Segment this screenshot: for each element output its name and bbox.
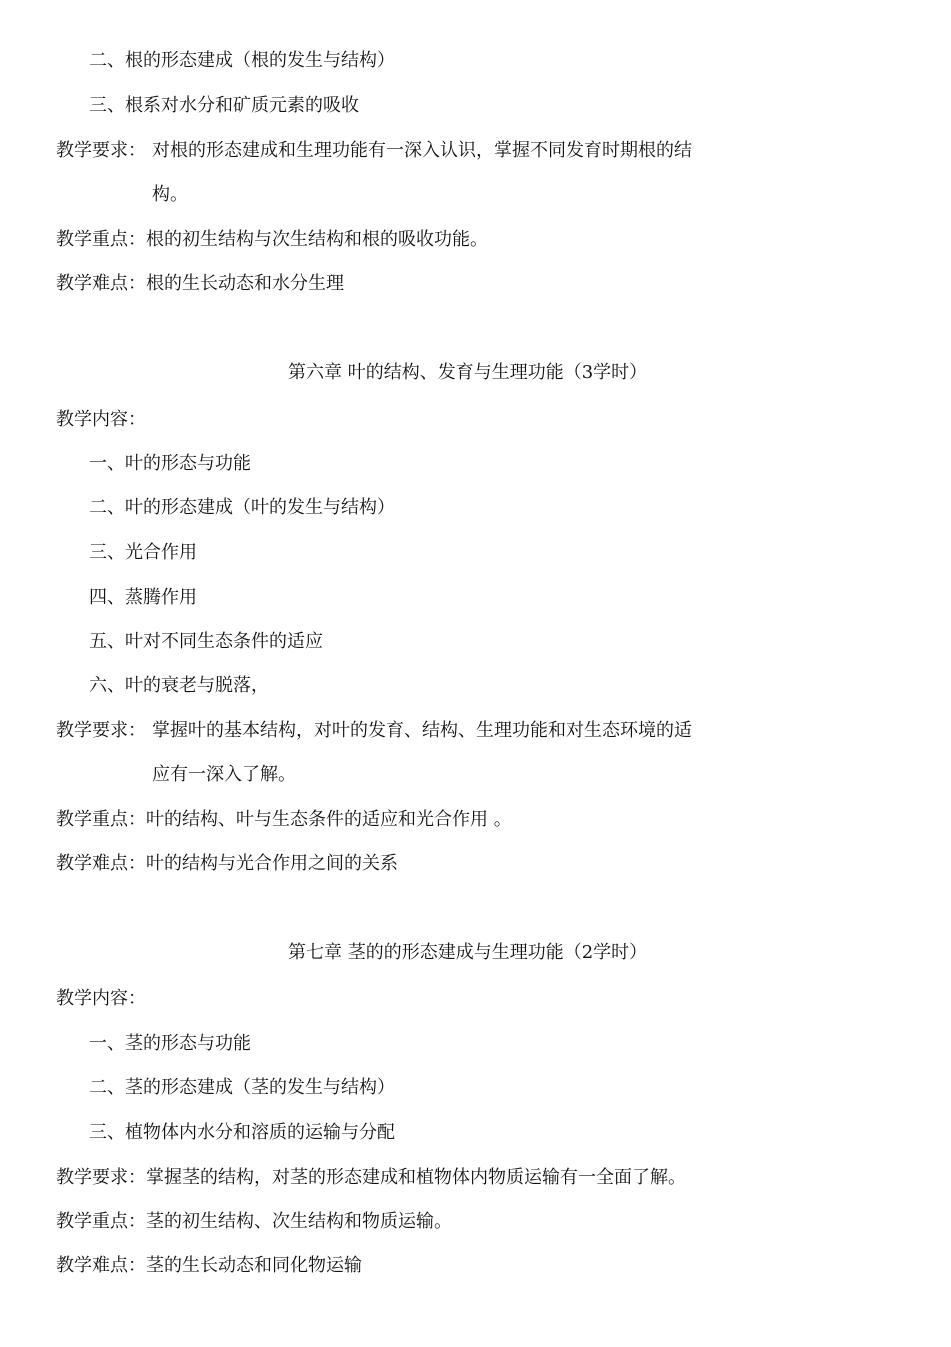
chapter7-item-3: 三、植物体内水分和溶质的运输与分配 [89,1122,395,1143]
root-requirement-text-cont: 构。 [152,184,188,205]
root-item-3: 三、根系对水分和矿质元素的吸收 [89,95,359,116]
chapter6-key-point: 教学重点：叶的结构、叶与生态条件的适应和光合作用 。 [56,809,512,830]
chapter7-content-label: 教学内容： [56,988,146,1009]
chapter6-requirement-text-cont: 应有一深入了解。 [152,764,296,785]
chapter6-content-label: 教学内容： [56,409,146,430]
chapter7-key-point: 教学重点：茎的初生结构、次生结构和物质运输。 [56,1211,452,1232]
chapter6-requirement-label: 教学要求： [56,720,146,741]
chapter6-difficulty: 教学难点：叶的结构与光合作用之间的关系 [56,853,398,874]
chapter6-item-4: 四、蒸腾作用 [89,587,197,608]
root-key-point: 教学重点：根的初生结构与次生结构和根的吸收功能。 [56,229,488,250]
chapter6-item-3: 三、光合作用 [89,542,197,563]
chapter6-requirement-text: 掌握叶的基本结构，对叶的发育、结构、生理功能和对生态环境的适 [152,720,692,741]
chapter6-item-5: 五、叶对不同生态条件的适应 [89,631,323,652]
chapter6-item-6: 六、叶的衰老与脱落， [89,675,269,696]
root-difficulty: 教学难点：根的生长动态和水分生理 [56,273,344,294]
chapter7-requirement: 教学要求：掌握茎的结构，对茎的形态建成和植物体内物质运输有一全面了解。 [56,1167,686,1188]
chapter6-item-2: 二、叶的形态建成（叶的发生与结构） [89,497,395,518]
root-requirement-text: 对根的形态建成和生理功能有一深入认识，掌握不同发育时期根的结 [152,140,692,161]
chapter6-title: 第六章 叶的结构、发育与生理功能（3学时） [288,362,648,383]
root-item-2: 二、根的形态建成（根的发生与结构） [89,50,395,71]
chapter7-title: 第七章 茎的的形态建成与生理功能（2学时） [288,942,648,963]
chapter7-item-1: 一、茎的形态与功能 [89,1033,251,1054]
root-requirement-label: 教学要求： [56,140,146,161]
chapter7-difficulty: 教学难点：茎的生长动态和同化物运输 [56,1255,362,1276]
chapter7-item-2: 二、茎的形态建成（茎的发生与结构） [89,1077,395,1098]
chapter6-item-1: 一、叶的形态与功能 [89,453,251,474]
